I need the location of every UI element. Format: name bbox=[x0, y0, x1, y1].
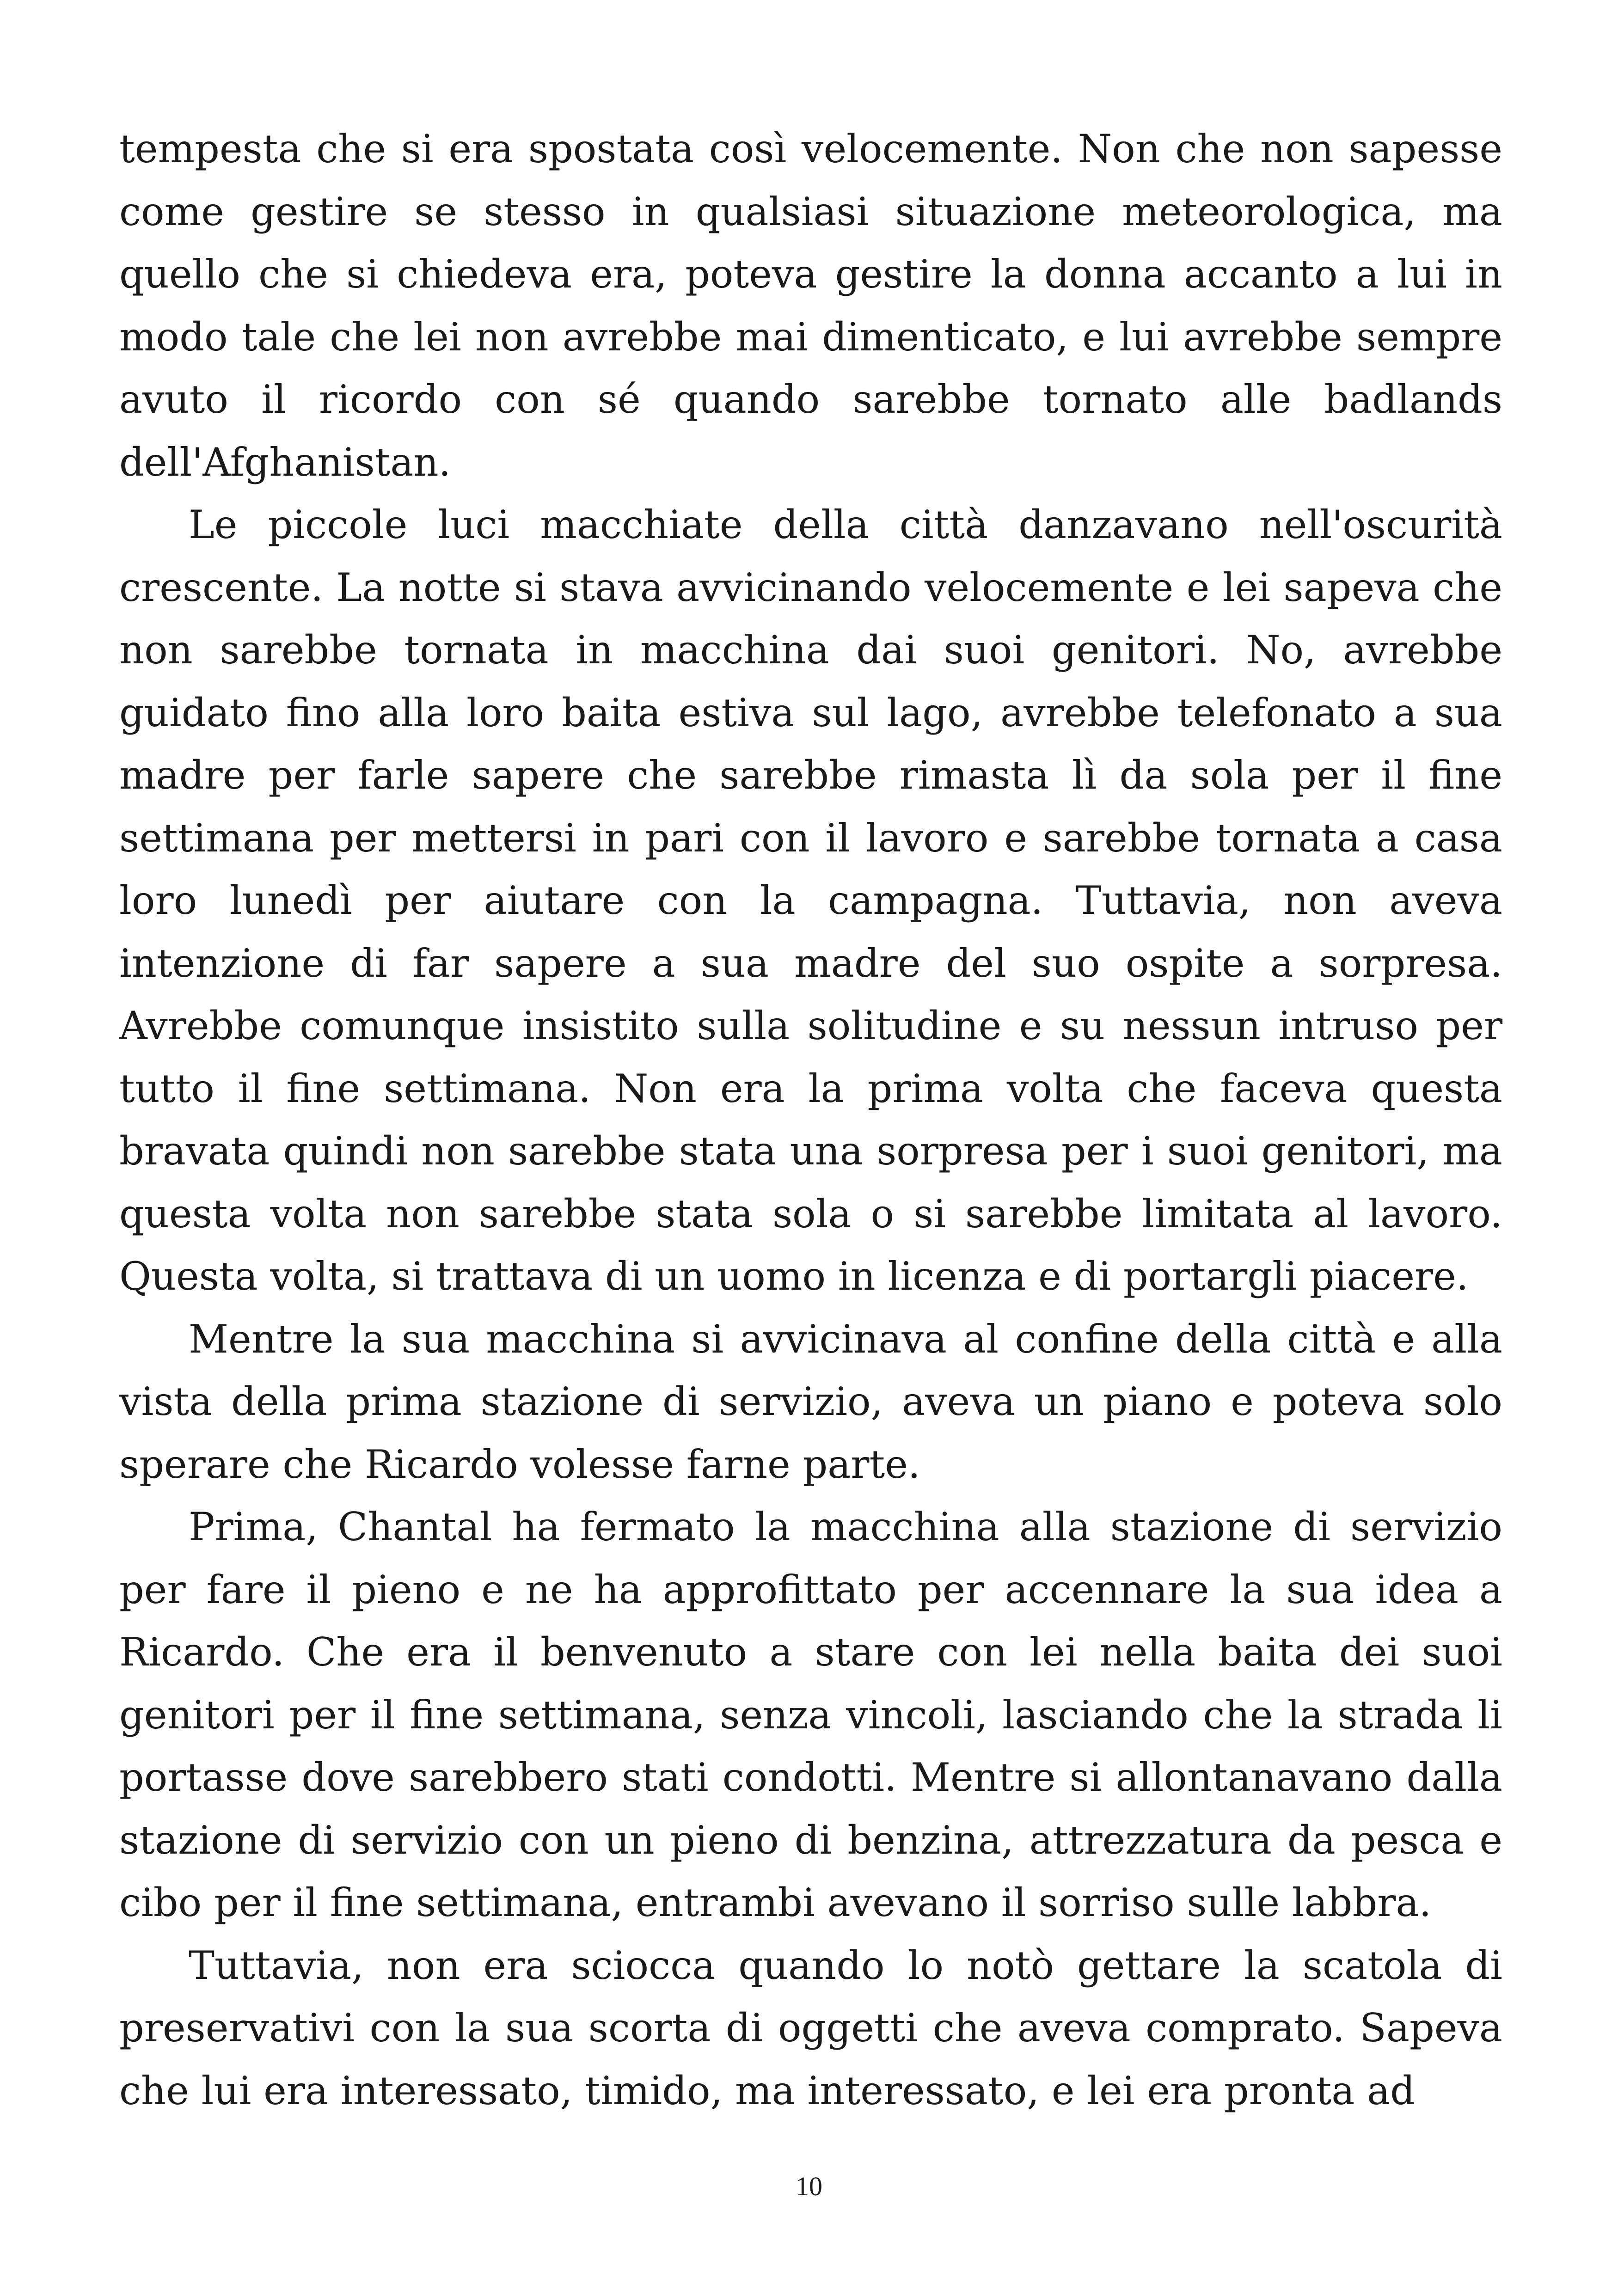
paragraph-1: tempesta che si era spostata così velocemente. Non che non sapesse come gestire se stesso in qualsiasi situazione meteorologica, ma quello che si chiedeva era, poteva gestire la donna accanto a lui in modo tale che lei non avrebbe mai dimenticato, e lui avrebbe sempre avuto il ricordo con sé quando sarebbe tornato alle badlands dell'Afghanistan. bbox=[119, 126, 1502, 485]
paragraph-5: Tuttavia, non era sciocca quando lo notò gettare la scatola di preservativi con la sua scorta di oggetti che aveva comprato. Sapeva che lui era interessato, timido, ma interessato, e lei era pronta ad bbox=[119, 1942, 1502, 2113]
paragraph-2: Le piccole luci macchiate della città danzavano nell'oscurità crescente. La notte si stava avvicinando velocemente e lei sapeva che non sarebbe tornata in macchina dai suoi genitori. No, avrebbe guidato fino alla loro baita estiva sul lago, avrebbe telefonato a sua madre per farle sapere che sarebbe rimasta lì da sola per il fine settimana per mettersi in pari con il lavoro e sarebbe tornata a casa loro lunedì per aiutare con la campagna. Tuttavia, non aveva intenzione di far sapere a sua madre del suo ospite a sorpresa. Avrebbe comunque insistito sulla solitudine e su nessun intruso per tutto il fine settimana. Non era la prima volta che faceva questa bravata quindi non sarebbe stata una sorpresa per i suoi genitori, ma questa volta non sarebbe stata sola o si sarebbe limitata al lavoro. Questa volta, si trattava di un uomo in licenza e di portargli piacere. bbox=[119, 502, 1502, 1299]
body-text bbox=[119, 118, 1502, 2122]
page-number: 10 bbox=[796, 2171, 822, 2201]
paragraph-4: Prima, Chantal ha fermato la macchina alla stazione di servizio per fare il pieno e ne ha approfittato per accennare la sua idea a Ricardo. Che era il benvenuto a stare con lei nella baita dei suoi genitori per il fine settimana, senza vincoli, lasciando che la strada li portasse dove sarebbero stati condotti. Mentre si allontanavano dalla stazione di servizio con un pieno di benzina, attrezzatura da pesca e cibo per il fine settimana, entrambi avevano il sorriso sulle labbra. bbox=[119, 1504, 1502, 1925]
paragraph-3: Mentre la sua macchina si avvicinava al confine della città e alla vista della prima stazione di servizio, aveva un piano e poteva solo sperare che Ricardo volesse farne parte. bbox=[119, 1316, 1502, 1487]
